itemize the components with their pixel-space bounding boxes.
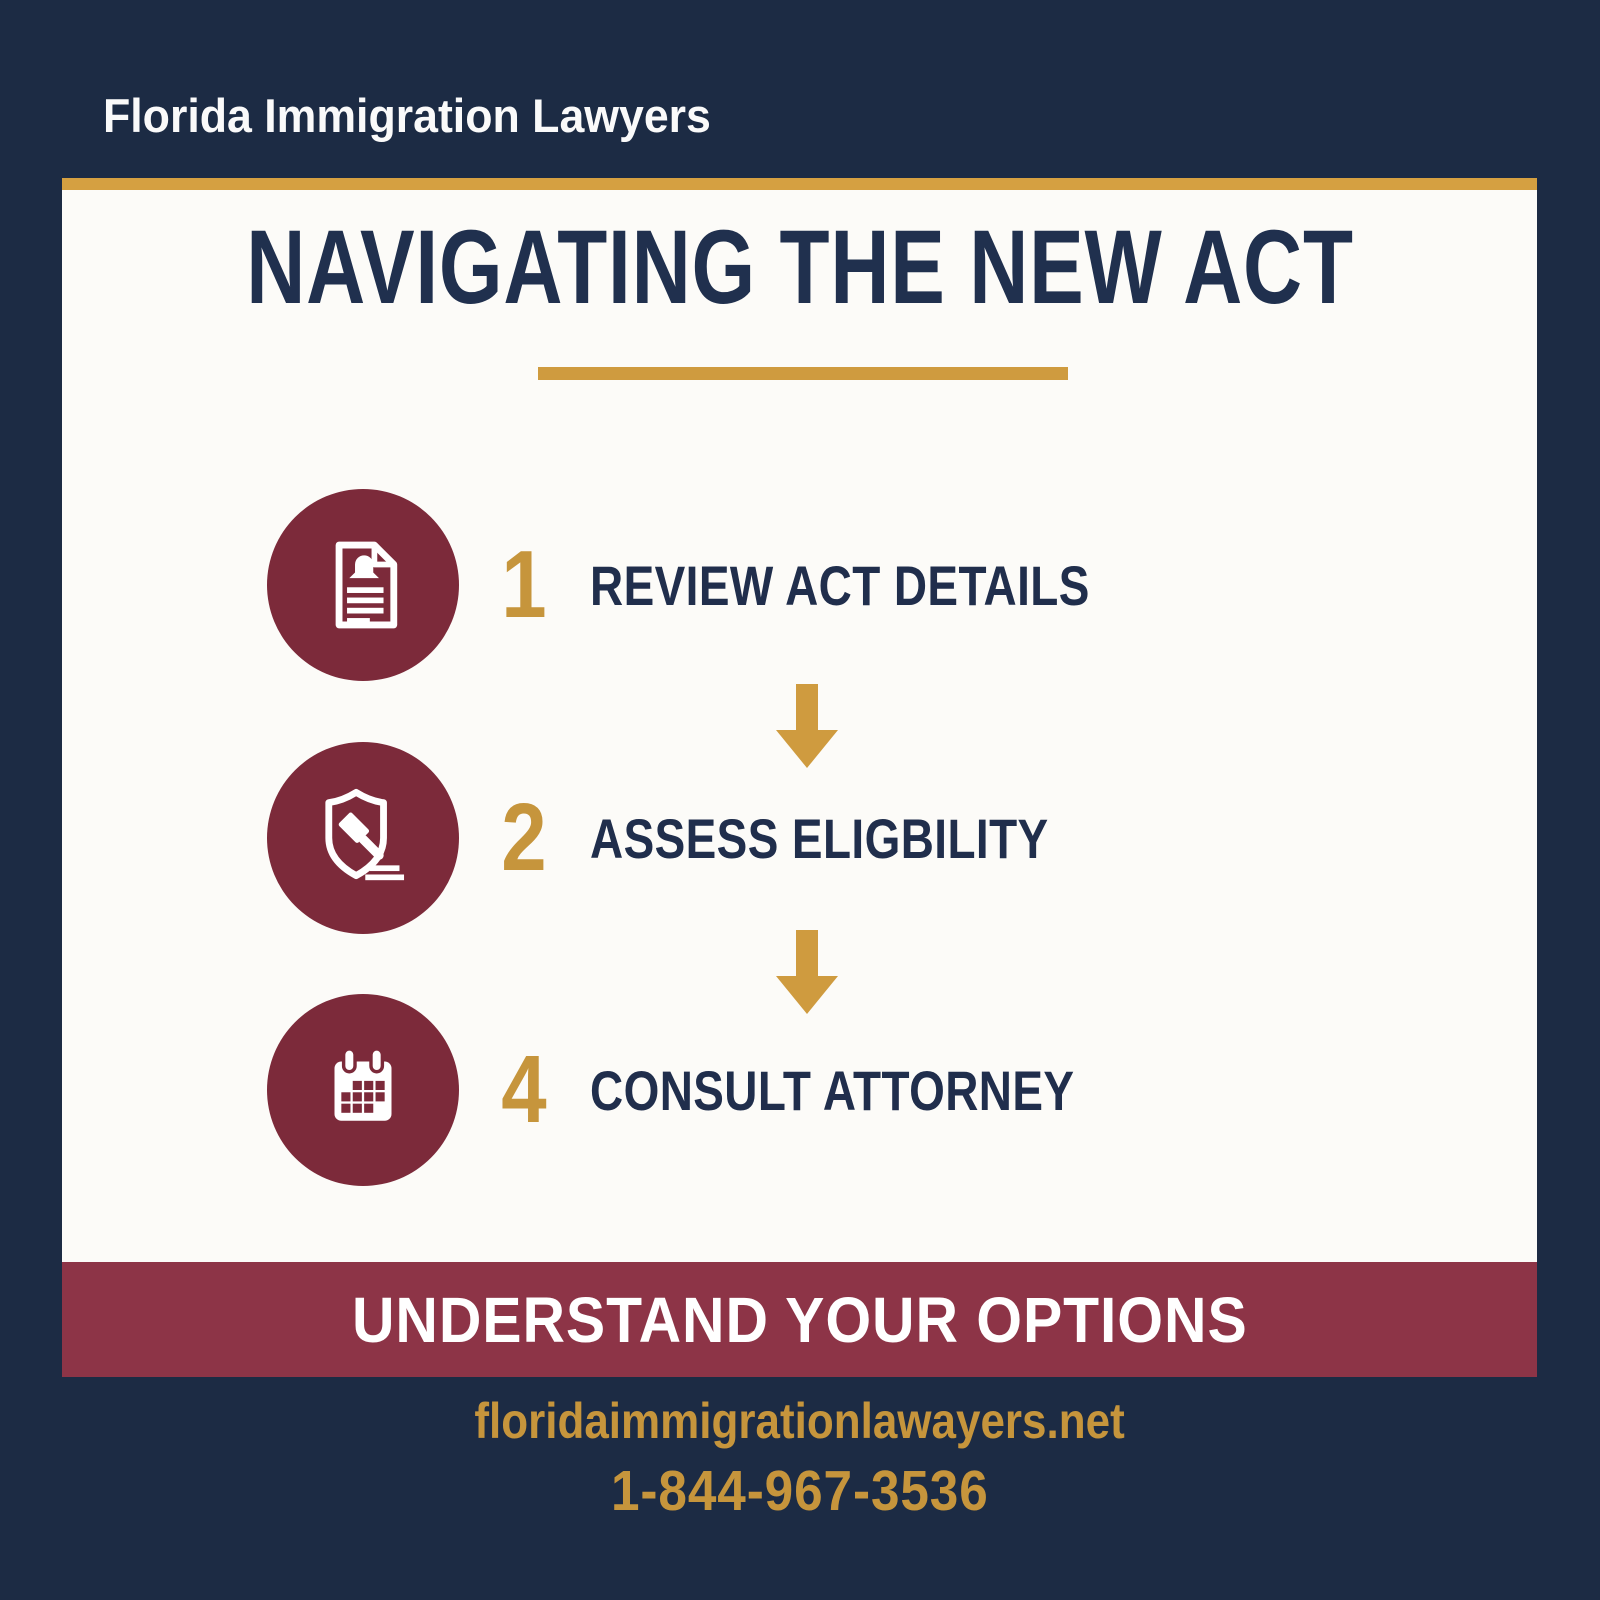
content-card	[62, 178, 1537, 1377]
step-row-2	[62, 742, 1537, 934]
shield-gavel-icon	[306, 781, 420, 895]
options-banner	[62, 1262, 1537, 1377]
step-1-label: REVIEW ACT DETAILS	[590, 553, 1090, 617]
step-1-number: 1	[501, 531, 547, 638]
step-row-3	[62, 994, 1537, 1186]
title-underline	[538, 367, 1068, 380]
gold-top-bar	[62, 178, 1537, 190]
calendar-icon	[306, 1033, 420, 1147]
footer-phone: 1-844-967-3536	[611, 1459, 989, 1523]
page-title: NAVIGATING THE NEW ACT	[245, 209, 1354, 326]
step-2-number: 2	[501, 784, 547, 891]
step-2-circle	[267, 742, 459, 934]
brand-header: Florida Immigration Lawyers	[103, 89, 711, 142]
document-icon	[306, 528, 420, 642]
step-3-circle	[267, 994, 459, 1186]
step-3-label: CONSULT ATTORNEY	[590, 1058, 1075, 1122]
step-3-number: 4	[501, 1036, 547, 1143]
footer-website: floridaimmigrationlawayers.net	[474, 1393, 1126, 1449]
step-1-circle	[267, 489, 459, 681]
step-row-1	[62, 489, 1537, 681]
banner-text: UNDERSTAND YOUR OPTIONS	[351, 1283, 1248, 1356]
step-2-label: ASSESS ELIGBILITY	[590, 806, 1049, 870]
